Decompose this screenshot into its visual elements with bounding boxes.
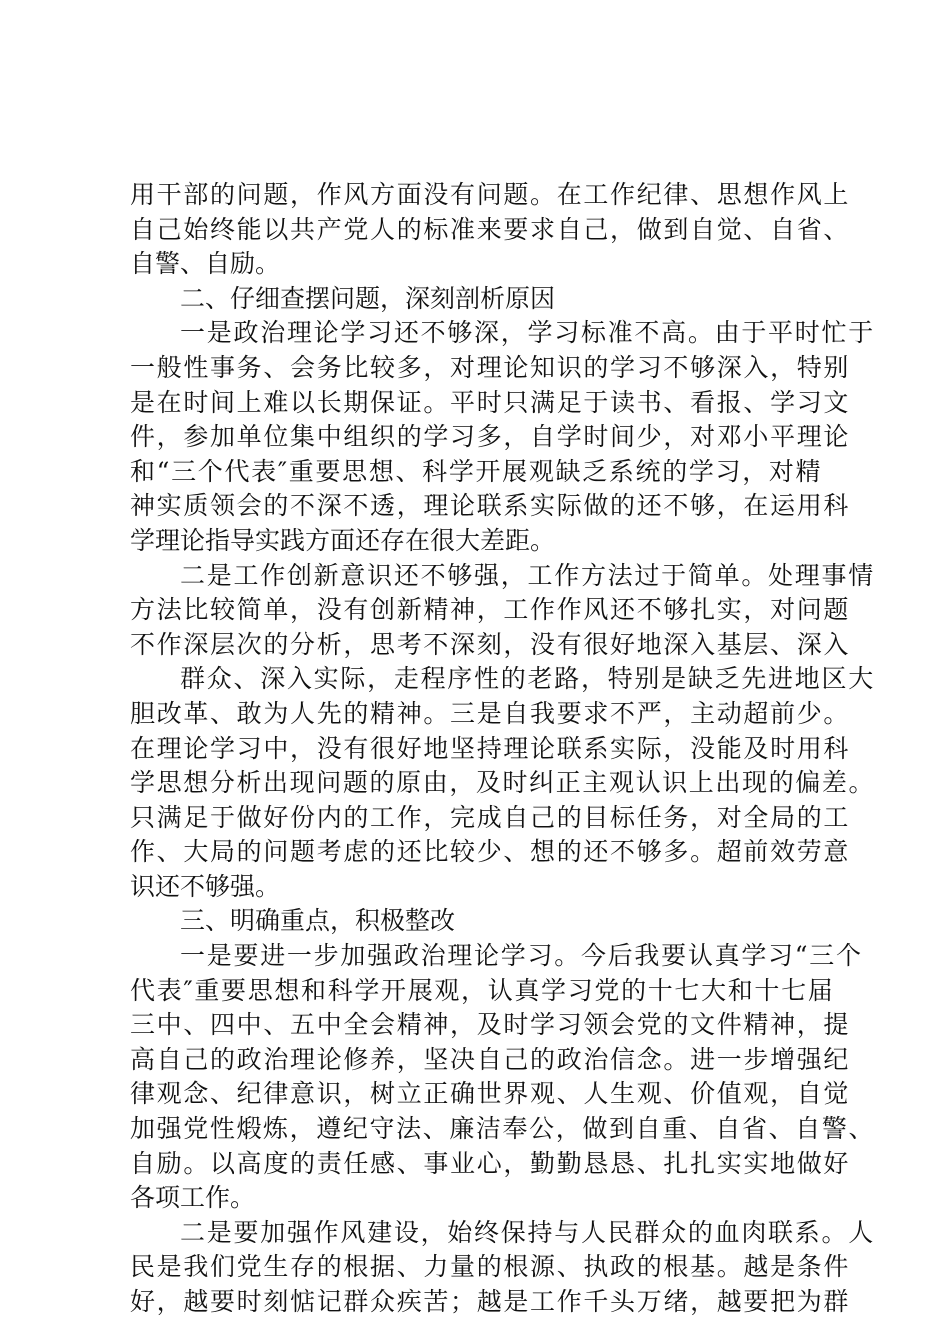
text-line: 神实质领会的不深不透，理论联系实际做的还不够，在运用科 (130, 491, 851, 521)
text-line: 二是要加强作风建设，始终保持与人民群众的血肉联系。人 (180, 1217, 875, 1247)
text-line: 群众、深入实际，走程序性的老路，特别是缺乏先进地区大 (180, 664, 875, 694)
text-line: 方法比较简单，没有创新精神，工作作风还不够扎实，对问题 (130, 595, 851, 625)
text-line: 律观念、纪律意识，树立正确世界观、人生观、价值观，自觉 (130, 1079, 851, 1109)
text-line: 加强党性煅炼，遵纪守法、廉洁奉公，做到自重、自省、自警、 (130, 1114, 876, 1144)
section-heading: 二、仔细查摆问题，深刻剖析原因 (180, 283, 556, 313)
text-line: 一是要进一步加强政治理论学习。今后我要认真学习“三个 (180, 941, 863, 971)
text-line: 只满足于做好份内的工作，完成自己的目标任务，对全局的工 (130, 802, 851, 832)
text-line: 二是工作创新意识还不够强，工作方法过于简单。处理事情 (180, 560, 875, 590)
text-line: 是在时间上难以长期保证。平时只满足于读书、看报、学习文 (130, 387, 851, 417)
text-line: 自励。以高度的责任感、事业心，勤勤恳恳、扎扎实实地做好 (130, 1148, 851, 1178)
text-line: 高自己的政治理论修养，坚决自己的政治信念。进一步增强纪 (130, 1044, 851, 1074)
text-line: 学思想分析出现问题的原由，及时纠正主观认识上出现的偏差。 (130, 768, 876, 798)
text-line: 件，参加单位集中组织的学习多，自学时间少，对邓小平理论 (130, 422, 851, 452)
text-line: 三中、四中、五中全会精神，及时学习领会党的文件精神，提 (130, 1010, 851, 1040)
text-line: 作、大局的问题考虑的还比较少、想的还不够多。超前效劳意 (130, 837, 851, 867)
section-heading: 三、明确重点，积极整改 (180, 906, 456, 936)
text-line: 民是我们党生存的根据、力量的根源、执政的根基。越是条件 (130, 1252, 851, 1282)
text-line: 用干部的问题，作风方面没有问题。在工作纪律、思想作风上 (130, 180, 851, 209)
text-line: 学理论指导实践方面还存在很大差距。 (130, 525, 556, 555)
text-line: 识还不够强。 (130, 871, 281, 901)
text-line: 各项工作。 (130, 1183, 256, 1213)
text-line: 代表″重要思想和科学开展观，认真学习党的十七大和十七届 (130, 975, 835, 1005)
text-line: 和“三个代表″重要思想、科学开展观缺乏系统的学习，对精 (130, 456, 823, 486)
text-line: 自警、自励。 (130, 249, 281, 279)
text-line: 自己始终能以共产党人的标准来要求自己，做到自觉、自省、 (130, 214, 851, 244)
text-line: 在理论学习中，没有很好地坚持理论联系实际，没能及时用科 (130, 733, 851, 763)
text-line: 好，越要时刻惦记群众疾苦；越是工作千头万绪，越要把为群 (130, 1287, 851, 1316)
document-body (130, 178, 876, 1320)
text-line: 一般性事务、会务比较多，对理论知识的学习不够深入，特别 (130, 352, 851, 382)
text-line: 一是政治理论学习还不够深，学习标准不高。由于平时忙于 (180, 318, 875, 348)
text-line: 胆改革、敢为人先的精神。三是自我要求不严，主动超前少。 (130, 698, 851, 728)
text-line: 不作深层次的分析，思考不深刻，没有很好地深入基层、深入 (130, 629, 851, 659)
